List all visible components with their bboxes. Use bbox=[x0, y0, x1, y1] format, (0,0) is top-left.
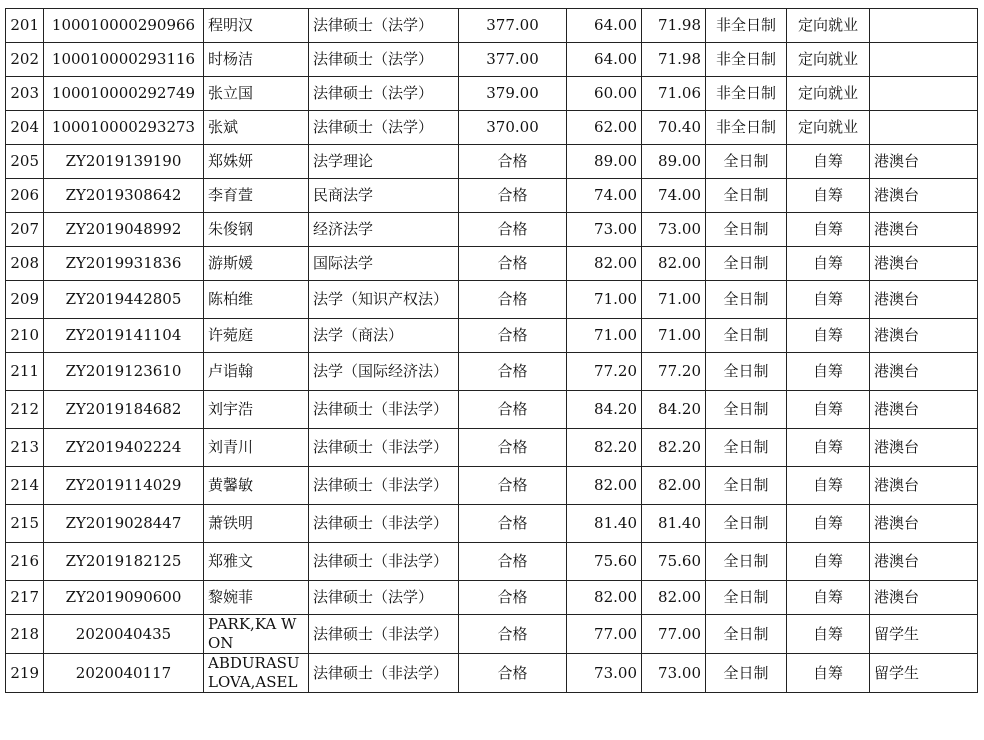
plan-type-cell: 自筹 bbox=[787, 247, 870, 281]
study-mode-cell: 全日制 bbox=[706, 391, 787, 429]
study-mode-cell: 全日制 bbox=[706, 467, 787, 505]
table-row bbox=[6, 247, 978, 281]
table-row bbox=[6, 281, 978, 319]
candidate-id-cell: ZY2019114029 bbox=[44, 467, 204, 505]
candidate-name-cell: 刘宇浩 bbox=[204, 391, 309, 429]
major-cell: 法学（商法） bbox=[309, 319, 459, 353]
interview-score-cell: 82.00 bbox=[567, 467, 642, 505]
total-score-cell: 75.60 bbox=[642, 543, 706, 581]
plan-type-cell: 定向就业 bbox=[787, 77, 870, 111]
major-cell: 民商法学 bbox=[309, 179, 459, 213]
major-cell: 法律硕士（非法学） bbox=[309, 429, 459, 467]
study-mode-cell: 全日制 bbox=[706, 353, 787, 391]
exam-score-cell: 377.00 bbox=[459, 43, 567, 77]
candidate-name-cell: ABDURASULOVA,ASEL bbox=[204, 654, 309, 693]
row-number-cell: 216 bbox=[6, 543, 44, 581]
category-cell: 港澳台 bbox=[870, 543, 978, 581]
candidate-name-cell: 萧铁明 bbox=[204, 505, 309, 543]
total-score-cell: 81.40 bbox=[642, 505, 706, 543]
study-mode-cell: 非全日制 bbox=[706, 77, 787, 111]
study-mode-cell: 全日制 bbox=[706, 429, 787, 467]
category-cell bbox=[870, 43, 978, 77]
candidate-id-cell: ZY2019028447 bbox=[44, 505, 204, 543]
table-row bbox=[6, 213, 978, 247]
row-number-cell: 214 bbox=[6, 467, 44, 505]
row-number-cell: 207 bbox=[6, 213, 44, 247]
exam-score-cell: 合格 bbox=[459, 581, 567, 615]
candidate-id-cell: ZY2019184682 bbox=[44, 391, 204, 429]
candidate-name-cell: 黄馨敏 bbox=[204, 467, 309, 505]
plan-type-cell: 自筹 bbox=[787, 179, 870, 213]
major-cell: 法律硕士（法学） bbox=[309, 111, 459, 145]
total-score-cell: 71.00 bbox=[642, 319, 706, 353]
candidate-id-cell: ZY2019308642 bbox=[44, 179, 204, 213]
interview-score-cell: 62.00 bbox=[567, 111, 642, 145]
total-score-cell: 89.00 bbox=[642, 145, 706, 179]
total-score-cell: 70.40 bbox=[642, 111, 706, 145]
row-number-cell: 212 bbox=[6, 391, 44, 429]
interview-score-cell: 60.00 bbox=[567, 77, 642, 111]
category-cell: 港澳台 bbox=[870, 391, 978, 429]
candidate-name-cell: 许菀庭 bbox=[204, 319, 309, 353]
study-mode-cell: 全日制 bbox=[706, 654, 787, 693]
row-number-cell: 205 bbox=[6, 145, 44, 179]
table-row bbox=[6, 505, 978, 543]
category-cell: 港澳台 bbox=[870, 467, 978, 505]
candidate-id-cell: 2020040435 bbox=[44, 615, 204, 654]
plan-type-cell: 定向就业 bbox=[787, 9, 870, 43]
candidate-id-cell: 100010000293116 bbox=[44, 43, 204, 77]
major-cell: 法律硕士（法学） bbox=[309, 77, 459, 111]
candidate-name-cell: PARK,KA WON bbox=[204, 615, 309, 654]
candidate-id-cell: 100010000293273 bbox=[44, 111, 204, 145]
exam-score-cell: 合格 bbox=[459, 615, 567, 654]
study-mode-cell: 全日制 bbox=[706, 213, 787, 247]
row-number-cell: 218 bbox=[6, 615, 44, 654]
category-cell bbox=[870, 9, 978, 43]
interview-score-cell: 82.00 bbox=[567, 247, 642, 281]
major-cell: 法学（国际经济法） bbox=[309, 353, 459, 391]
candidate-id-cell: ZY2019139190 bbox=[44, 145, 204, 179]
major-cell: 法律硕士（非法学） bbox=[309, 654, 459, 693]
admission-table bbox=[5, 8, 978, 693]
study-mode-cell: 全日制 bbox=[706, 145, 787, 179]
interview-score-cell: 84.20 bbox=[567, 391, 642, 429]
plan-type-cell: 自筹 bbox=[787, 145, 870, 179]
study-mode-cell: 全日制 bbox=[706, 319, 787, 353]
category-cell: 港澳台 bbox=[870, 179, 978, 213]
total-score-cell: 77.00 bbox=[642, 615, 706, 654]
table-row bbox=[6, 111, 978, 145]
interview-score-cell: 71.00 bbox=[567, 281, 642, 319]
category-cell: 港澳台 bbox=[870, 281, 978, 319]
candidate-id-cell: ZY2019090600 bbox=[44, 581, 204, 615]
exam-score-cell: 合格 bbox=[459, 213, 567, 247]
candidate-id-cell: ZY2019048992 bbox=[44, 213, 204, 247]
candidate-id-cell: ZY2019402224 bbox=[44, 429, 204, 467]
major-cell: 法律硕士（法学） bbox=[309, 9, 459, 43]
total-score-cell: 74.00 bbox=[642, 179, 706, 213]
candidate-id-cell: 2020040117 bbox=[44, 654, 204, 693]
row-number-cell: 209 bbox=[6, 281, 44, 319]
total-score-cell: 77.20 bbox=[642, 353, 706, 391]
category-cell: 港澳台 bbox=[870, 213, 978, 247]
plan-type-cell: 自筹 bbox=[787, 581, 870, 615]
row-number-cell: 219 bbox=[6, 654, 44, 693]
row-number-cell: 211 bbox=[6, 353, 44, 391]
table-row bbox=[6, 654, 978, 693]
exam-score-cell: 合格 bbox=[459, 247, 567, 281]
exam-score-cell: 合格 bbox=[459, 505, 567, 543]
row-number-cell: 217 bbox=[6, 581, 44, 615]
candidate-id-cell: ZY2019141104 bbox=[44, 319, 204, 353]
table-row bbox=[6, 615, 978, 654]
candidate-name-cell: 黎婉菲 bbox=[204, 581, 309, 615]
category-cell: 港澳台 bbox=[870, 505, 978, 543]
study-mode-cell: 非全日制 bbox=[706, 111, 787, 145]
interview-score-cell: 75.60 bbox=[567, 543, 642, 581]
total-score-cell: 82.20 bbox=[642, 429, 706, 467]
exam-score-cell: 合格 bbox=[459, 179, 567, 213]
table-row bbox=[6, 581, 978, 615]
plan-type-cell: 定向就业 bbox=[787, 111, 870, 145]
plan-type-cell: 自筹 bbox=[787, 467, 870, 505]
table-row bbox=[6, 429, 978, 467]
table-row bbox=[6, 391, 978, 429]
interview-score-cell: 89.00 bbox=[567, 145, 642, 179]
total-score-cell: 73.00 bbox=[642, 654, 706, 693]
major-cell: 法律硕士（非法学） bbox=[309, 543, 459, 581]
study-mode-cell: 全日制 bbox=[706, 505, 787, 543]
study-mode-cell: 全日制 bbox=[706, 247, 787, 281]
study-mode-cell: 全日制 bbox=[706, 615, 787, 654]
exam-score-cell: 370.00 bbox=[459, 111, 567, 145]
exam-score-cell: 合格 bbox=[459, 281, 567, 319]
interview-score-cell: 77.20 bbox=[567, 353, 642, 391]
plan-type-cell: 自筹 bbox=[787, 281, 870, 319]
candidate-id-cell: ZY2019123610 bbox=[44, 353, 204, 391]
table-row bbox=[6, 179, 978, 213]
major-cell: 法学理论 bbox=[309, 145, 459, 179]
candidate-name-cell: 朱俊钢 bbox=[204, 213, 309, 247]
total-score-cell: 84.20 bbox=[642, 391, 706, 429]
category-cell: 留学生 bbox=[870, 654, 978, 693]
plan-type-cell: 定向就业 bbox=[787, 43, 870, 77]
candidate-name-cell: 陈柏维 bbox=[204, 281, 309, 319]
study-mode-cell: 非全日制 bbox=[706, 43, 787, 77]
exam-score-cell: 合格 bbox=[459, 467, 567, 505]
table-row bbox=[6, 9, 978, 43]
exam-score-cell: 合格 bbox=[459, 429, 567, 467]
candidate-id-cell: 100010000290966 bbox=[44, 9, 204, 43]
interview-score-cell: 64.00 bbox=[567, 43, 642, 77]
major-cell: 法律硕士（法学） bbox=[309, 581, 459, 615]
candidate-name-cell: 李育萱 bbox=[204, 179, 309, 213]
major-cell: 法律硕士（非法学） bbox=[309, 505, 459, 543]
table-row bbox=[6, 43, 978, 77]
major-cell: 法律硕士（非法学） bbox=[309, 615, 459, 654]
plan-type-cell: 自筹 bbox=[787, 213, 870, 247]
interview-score-cell: 73.00 bbox=[567, 654, 642, 693]
total-score-cell: 73.00 bbox=[642, 213, 706, 247]
candidate-id-cell: ZY2019931836 bbox=[44, 247, 204, 281]
table-row bbox=[6, 145, 978, 179]
total-score-cell: 71.98 bbox=[642, 43, 706, 77]
major-cell: 法律硕士（非法学） bbox=[309, 467, 459, 505]
row-number-cell: 215 bbox=[6, 505, 44, 543]
plan-type-cell: 自筹 bbox=[787, 654, 870, 693]
category-cell: 港澳台 bbox=[870, 353, 978, 391]
candidate-name-cell: 程明汉 bbox=[204, 9, 309, 43]
exam-score-cell: 合格 bbox=[459, 391, 567, 429]
major-cell: 法律硕士（法学） bbox=[309, 43, 459, 77]
row-number-cell: 203 bbox=[6, 77, 44, 111]
candidate-name-cell: 游斯媛 bbox=[204, 247, 309, 281]
row-number-cell: 202 bbox=[6, 43, 44, 77]
exam-score-cell: 合格 bbox=[459, 654, 567, 693]
plan-type-cell: 自筹 bbox=[787, 429, 870, 467]
total-score-cell: 71.06 bbox=[642, 77, 706, 111]
table-row bbox=[6, 319, 978, 353]
major-cell: 国际法学 bbox=[309, 247, 459, 281]
interview-score-cell: 74.00 bbox=[567, 179, 642, 213]
category-cell: 港澳台 bbox=[870, 581, 978, 615]
study-mode-cell: 全日制 bbox=[706, 543, 787, 581]
category-cell: 港澳台 bbox=[870, 429, 978, 467]
interview-score-cell: 82.20 bbox=[567, 429, 642, 467]
candidate-name-cell: 卢诣翰 bbox=[204, 353, 309, 391]
plan-type-cell: 自筹 bbox=[787, 319, 870, 353]
major-cell: 法学（知识产权法） bbox=[309, 281, 459, 319]
study-mode-cell: 非全日制 bbox=[706, 9, 787, 43]
category-cell: 留学生 bbox=[870, 615, 978, 654]
candidate-name-cell: 刘青川 bbox=[204, 429, 309, 467]
row-number-cell: 204 bbox=[6, 111, 44, 145]
row-number-cell: 206 bbox=[6, 179, 44, 213]
study-mode-cell: 全日制 bbox=[706, 281, 787, 319]
candidate-id-cell: ZY2019442805 bbox=[44, 281, 204, 319]
row-number-cell: 201 bbox=[6, 9, 44, 43]
candidate-name-cell: 郑雅文 bbox=[204, 543, 309, 581]
table-row bbox=[6, 543, 978, 581]
interview-score-cell: 77.00 bbox=[567, 615, 642, 654]
interview-score-cell: 71.00 bbox=[567, 319, 642, 353]
exam-score-cell: 377.00 bbox=[459, 9, 567, 43]
major-cell: 经济法学 bbox=[309, 213, 459, 247]
category-cell bbox=[870, 77, 978, 111]
plan-type-cell: 自筹 bbox=[787, 505, 870, 543]
exam-score-cell: 合格 bbox=[459, 543, 567, 581]
plan-type-cell: 自筹 bbox=[787, 543, 870, 581]
major-cell: 法律硕士（非法学） bbox=[309, 391, 459, 429]
row-number-cell: 210 bbox=[6, 319, 44, 353]
plan-type-cell: 自筹 bbox=[787, 391, 870, 429]
table-row bbox=[6, 77, 978, 111]
table-row bbox=[6, 467, 978, 505]
row-number-cell: 213 bbox=[6, 429, 44, 467]
study-mode-cell: 全日制 bbox=[706, 581, 787, 615]
table-row bbox=[6, 353, 978, 391]
interview-score-cell: 82.00 bbox=[567, 581, 642, 615]
table-body bbox=[6, 9, 978, 693]
row-number-cell: 208 bbox=[6, 247, 44, 281]
plan-type-cell: 自筹 bbox=[787, 615, 870, 654]
total-score-cell: 71.98 bbox=[642, 9, 706, 43]
exam-score-cell: 合格 bbox=[459, 319, 567, 353]
candidate-id-cell: 100010000292749 bbox=[44, 77, 204, 111]
candidate-name-cell: 张斌 bbox=[204, 111, 309, 145]
interview-score-cell: 73.00 bbox=[567, 213, 642, 247]
interview-score-cell: 64.00 bbox=[567, 9, 642, 43]
candidate-name-cell: 时杨洁 bbox=[204, 43, 309, 77]
category-cell: 港澳台 bbox=[870, 247, 978, 281]
category-cell: 港澳台 bbox=[870, 145, 978, 179]
candidate-name-cell: 张立国 bbox=[204, 77, 309, 111]
candidate-name-cell: 郑姝妍 bbox=[204, 145, 309, 179]
candidate-id-cell: ZY2019182125 bbox=[44, 543, 204, 581]
exam-score-cell: 379.00 bbox=[459, 77, 567, 111]
category-cell bbox=[870, 111, 978, 145]
plan-type-cell: 自筹 bbox=[787, 353, 870, 391]
exam-score-cell: 合格 bbox=[459, 353, 567, 391]
interview-score-cell: 81.40 bbox=[567, 505, 642, 543]
total-score-cell: 71.00 bbox=[642, 281, 706, 319]
study-mode-cell: 全日制 bbox=[706, 179, 787, 213]
total-score-cell: 82.00 bbox=[642, 467, 706, 505]
exam-score-cell: 合格 bbox=[459, 145, 567, 179]
category-cell: 港澳台 bbox=[870, 319, 978, 353]
total-score-cell: 82.00 bbox=[642, 247, 706, 281]
total-score-cell: 82.00 bbox=[642, 581, 706, 615]
